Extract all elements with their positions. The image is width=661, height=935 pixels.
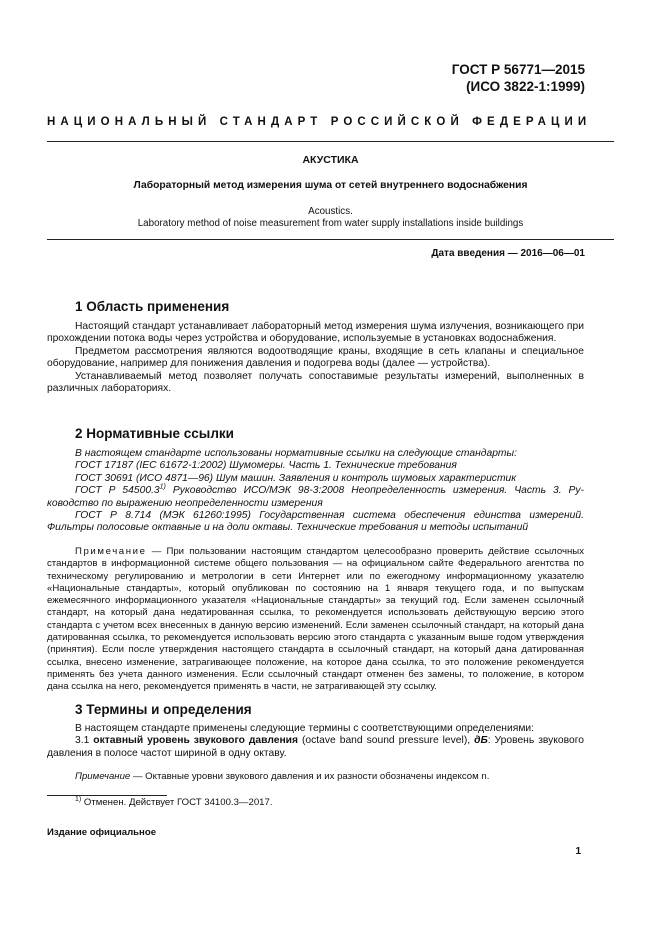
note-text: — Октавные уровни звукового давления и их разности обозначены индексом n. (130, 771, 490, 782)
section-1-body (47, 321, 584, 395)
footnote (75, 797, 273, 808)
official-edition-label: Издание официальное (47, 827, 157, 838)
iso-number: (ИСО 3822-1:1999) (466, 79, 585, 94)
national-standard-title: НАЦИОНАЛЬНЫЙ СТАНДАРТ РОССИЙСКОЙ ФЕДЕРАЦИИ (47, 116, 592, 128)
section-2-note (47, 546, 584, 694)
header-divider (47, 141, 614, 142)
section-3-body (47, 723, 584, 760)
reference-text: Руководство ИСО/МЭК 98-3:2008 Неопределенность измерения. Часть 3. Руководство по выражению неопределенности измерения (47, 485, 584, 509)
section-1-paragraph-3: Устанавливаемый метод позволяет получать сопоставимые результаты измерений, выполненных в различных лабораториях. (47, 370, 584, 395)
introduction-date: Дата введения — 2016—06—01 (431, 248, 585, 259)
section-1-paragraph-2: Предметом рассмотрения являются водоотводящие краны, входящие в сеть клапаны и специальное оборудование, например для понижения давления и подогрева воды (далее — устройства). (47, 345, 584, 370)
english-title-line1: Acoustics. (308, 206, 353, 217)
footnote-text: Отменен. Действует ГОСТ 34100.3—2017. (81, 797, 273, 808)
footnote-divider (47, 795, 167, 796)
note-text: — При пользовании настоящим стандартом целесообразно проверить действие ссылочных стандартов в информационной системе общего пользования — на официальном сайте Федерального агентства по техническому регулированию и метрологии в сети Интернет или по ежегодному информационному указателю «Национальные стандарты», который опубликован по состоянию на 1 января текущего года, и по выпускам ежемесячного информационного указателя «Национальные стандарты» за текущий год. Если заменен ссылочный стандарт, на который дана недатированная ссылка, то рекомендуется использовать действующую версию этого стандарта с учетом всех внесенных в данную версию изменений. Если заменен ссылочный стандарт, на который дана датированная ссылка, то рекомендуется использовать версию этого стандарта с указанным выше годом утверждения (принятия). Если после утверждения настоящего стандарта в ссылочный стандарт, на который дана датированная ссылка, внесено изменение, затрагивающее положение, на которое дана ссылка, то это положение рекомендуется применять без учета данного изменения. Если ссылочный стандарт отменен без замены, то положение, в котором дана ссылка на него, рекомендуется применять в части, не затрагивающей эту ссылку. (47, 546, 584, 693)
term-english: (octave band sound pressure level), (298, 735, 475, 747)
term-definition: : Уровень звукового давления в полосе частот шириной в одну октаву. (47, 735, 584, 759)
footnote-marker: 1) (159, 483, 166, 491)
term-unit: дБ (474, 735, 488, 747)
term-name: октавный уровень звукового давления (93, 735, 299, 747)
section-3-heading: 3 Термины и определения (75, 702, 252, 717)
document-title: АКУСТИКА (302, 154, 359, 166)
section-3-note (47, 771, 584, 783)
note-label: Примечание (75, 771, 131, 782)
reference-gost-30691: ГОСТ 30691 (ИСО 4871—96) Шум машин. Заявления и контроль шумовых характеристик (75, 472, 517, 484)
reference-gost-17187: ГОСТ 17187 (IEC 61672-1:2002) Шумомеры. Часть 1. Технические требования (75, 460, 457, 472)
section-2-heading: 2 Нормативные ссылки (75, 426, 234, 441)
term-number: 3.1 (75, 735, 94, 747)
title-divider (47, 239, 614, 240)
term-3-1 (47, 735, 584, 760)
footnote-mark: 1) (75, 795, 82, 803)
reference-code: ГОСТ Р 54500.3 (75, 485, 160, 497)
note-label: Примечание (75, 546, 147, 557)
document-subtitle: Лабораторный метод измерения шума от сетей внутреннего водоснабжения (133, 180, 528, 191)
english-title-line2: Laboratory method of noise measurement from water supply installations inside buildings (137, 218, 524, 229)
section-1-paragraph-1: Настоящий стандарт устанавливает лабораторный метод измерения шума излучения, возникающего при прохождении потока воды через устройства и оборудование, используемые в установках водоснабжения. (47, 321, 584, 345)
reference-gost-r-8-714: ГОСТ Р 8.714 (МЭК 61260:1995) Государственная система обеспечения единства измерений. Фильтры полосовые октавные и на доли октавы. Технические требования и методы испытаний (47, 510, 584, 534)
normative-references-list (47, 448, 584, 535)
reference-gost-r-54500-3 (47, 485, 584, 510)
page-number: 1 (575, 846, 581, 857)
standard-number: ГОСТ Р 56771—2015 (451, 62, 585, 77)
section-3-intro: В настоящем стандарте применены следующие термины с соответствующими определениями: (75, 723, 535, 734)
references-intro: В настоящем стандарте использованы нормативные ссылки на следующие стандарты: (75, 448, 517, 459)
section-1-heading: 1 Область применения (75, 299, 230, 314)
